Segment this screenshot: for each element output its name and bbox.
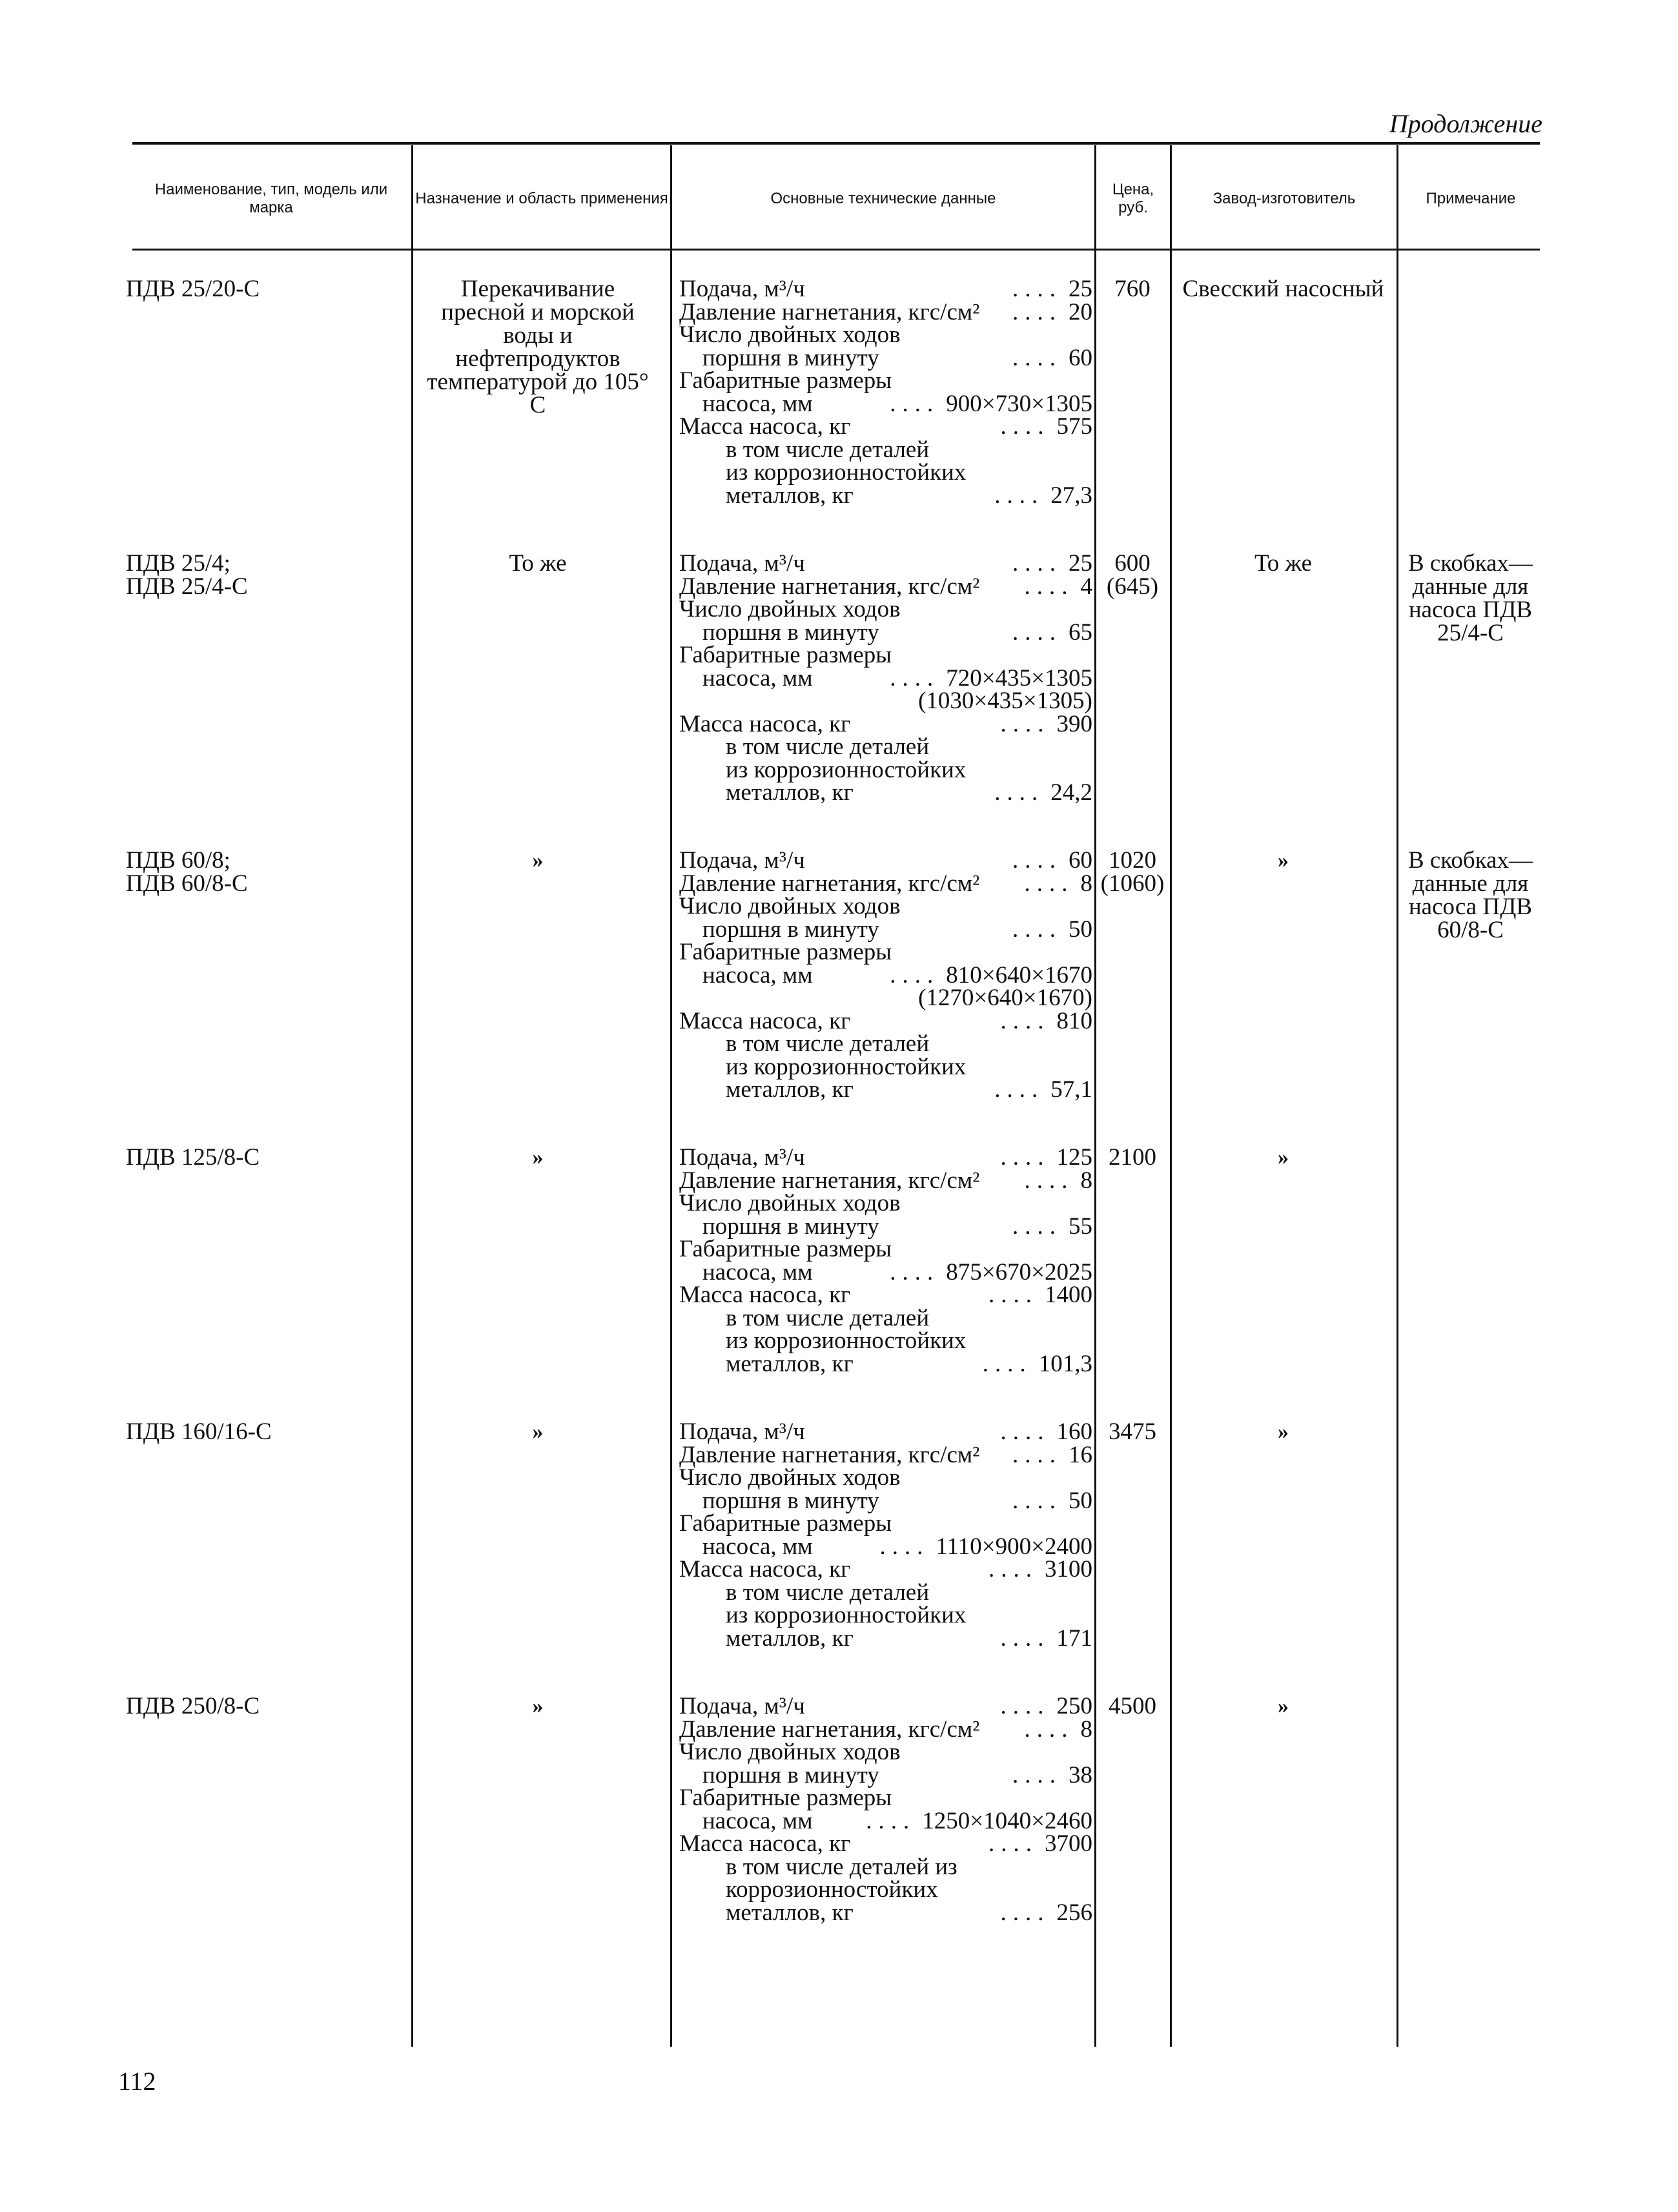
pump-manufacturer: » [1278, 1145, 1289, 1169]
pump-model-line: ПДВ 250/8-С [126, 1693, 260, 1719]
leader-dots: .... [1012, 298, 1062, 325]
spec-line [679, 1007, 1092, 1034]
leader-dots: .... [994, 1076, 1045, 1103]
spec-line [679, 1284, 1092, 1307]
spec-label: Подача, м³/ч [679, 276, 805, 302]
spec-line [679, 1604, 1092, 1627]
pump-model-line: ПДВ 25/4; [126, 550, 230, 577]
pump-price [1098, 1146, 1167, 1169]
pump-model-line: ПДВ 125/8-С [126, 1144, 260, 1171]
pump-price [1098, 552, 1167, 599]
spec-label: Габаритные размеры [679, 642, 892, 668]
spec-line [679, 552, 1092, 575]
spec-line [679, 415, 1092, 438]
spec-line [679, 961, 1092, 988]
spec-value: 3100 [1045, 1556, 1092, 1582]
spec-label: в том числе деталей [726, 1030, 930, 1057]
spec-line [679, 1329, 1092, 1353]
spec-label: Число двойных ходов [679, 1464, 901, 1491]
leader-dots: .... [994, 779, 1045, 806]
spec-line [679, 1741, 1092, 1764]
spec-line [679, 1715, 1092, 1743]
spec-label: поршня в минуту [702, 1213, 879, 1240]
leader-dots: .... [1024, 1167, 1074, 1194]
spec-label: Габаритные размеры [679, 939, 892, 965]
pump-note: В скобках— данные для насоса ПДВ 25/4-С [1407, 550, 1533, 646]
spec-line [679, 575, 1092, 599]
spec-label: коррозионностойких [726, 1876, 938, 1903]
pump-manufacturer: Свесский насосный [1182, 276, 1384, 302]
spec-label: из коррозионностойких [726, 1053, 967, 1080]
spec-line [679, 1761, 1092, 1788]
pump-manufacturer: » [1278, 1694, 1289, 1718]
spec-label: поршня в минуту [702, 916, 879, 943]
pump-price [1098, 278, 1167, 301]
spec-value: 810×640×1670 [946, 961, 1092, 988]
price-line: (1060) [1100, 870, 1165, 897]
header-maker: Завод-изготовитель [1212, 189, 1356, 207]
leader-dots: .... [1000, 710, 1050, 737]
pump-model-line: ПДВ 60/8-С [126, 870, 248, 897]
spec-line [679, 278, 1092, 301]
spec-label: Масса насоса, кг [679, 1282, 851, 1308]
spec-line [679, 872, 1092, 896]
spec-line [679, 1787, 1092, 1810]
leader-dots: .... [1012, 344, 1062, 371]
spec-value: (1270×640×1670) [918, 985, 1092, 1011]
spec-label: из коррозионностойких [726, 1327, 967, 1354]
spec-label: Подача, м³/ч [679, 1418, 805, 1445]
spec-label: Давление нагнетания, кгс/см² [679, 1167, 980, 1194]
spec-label: Подача, м³/ч [679, 847, 805, 874]
price-line: 760 [1114, 276, 1151, 302]
spec-value: 8 [1080, 1167, 1092, 1194]
spec-label: Масса насоса, кг [679, 1830, 851, 1857]
spec-label: насоса, мм [702, 664, 813, 691]
leader-dots: .... [1024, 870, 1074, 897]
spec-value: 57,1 [1050, 1076, 1092, 1103]
leader-dots: .... [982, 1350, 1032, 1377]
spec-line [679, 1078, 1092, 1101]
pump-price [1098, 849, 1167, 896]
page-number: 112 [118, 2067, 156, 2096]
leader-dots: .... [1024, 573, 1074, 600]
pump-model-name [126, 552, 397, 599]
spec-line [679, 1441, 1092, 1468]
spec-label: поршня в минуту [702, 619, 879, 646]
pump-specs [679, 1146, 1092, 1375]
leader-dots: .... [1000, 1007, 1050, 1034]
spec-label: Габаритные размеры [679, 367, 892, 394]
pump-price [1098, 1420, 1167, 1444]
spec-value: 27,3 [1050, 482, 1092, 509]
pump-specs [679, 552, 1092, 804]
spec-value: 16 [1069, 1441, 1092, 1468]
leader-dots: .... [1012, 1487, 1062, 1514]
pump-price [1098, 1695, 1167, 1718]
header-purpose: Назначение и область применения [415, 189, 668, 207]
price-line: 4500 [1109, 1693, 1156, 1719]
table-header-rule [132, 249, 1540, 251]
spec-label: насоса, мм [702, 1533, 813, 1560]
price-line: 600 [1114, 550, 1151, 577]
spec-line [679, 941, 1092, 964]
spec-line [679, 598, 1092, 621]
spec-label: из коррозионностойких [726, 1602, 967, 1628]
pump-manufacturer: То же [1254, 550, 1313, 577]
continuation-label: Продолжение [1389, 109, 1542, 138]
spec-label: Число двойных ходов [679, 1190, 901, 1216]
spec-value: 171 [1056, 1624, 1092, 1652]
spec-label: Число двойных ходов [679, 596, 901, 622]
leader-dots: .... [988, 1830, 1038, 1857]
pump-model-line: ПДВ 25/4-С [126, 573, 248, 600]
spec-label: металлов, кг [726, 779, 854, 806]
spec-label: Давление нагнетания, кгс/см² [679, 1441, 980, 1468]
spec-label: поршня в минуту [702, 1761, 879, 1788]
spec-label: Давление нагнетания, кгс/см² [679, 870, 980, 897]
spec-value: 160 [1056, 1418, 1092, 1445]
price-line: 3475 [1109, 1418, 1156, 1445]
leader-dots: .... [866, 1807, 916, 1834]
spec-line [679, 390, 1092, 417]
spec-line [679, 298, 1092, 325]
spec-value: 38 [1069, 1761, 1092, 1788]
column-divider [670, 145, 672, 2047]
spec-line [679, 1624, 1092, 1652]
leader-dots: .... [1012, 916, 1062, 943]
spec-line [679, 1878, 1092, 1901]
spec-line [679, 1695, 1092, 1718]
pump-model-name [126, 1695, 397, 1718]
pump-model-line: ПДВ 160/16-С [126, 1418, 272, 1445]
price-line: (645) [1106, 573, 1159, 600]
spec-line [679, 1053, 1092, 1080]
spec-value: 810 [1056, 1007, 1092, 1034]
spec-value: 25 [1069, 276, 1092, 302]
spec-value: 250 [1056, 1693, 1092, 1719]
price-line: 2100 [1109, 1144, 1156, 1171]
pump-model-line: ПДВ 60/8; [126, 847, 230, 874]
pump-model-name [126, 849, 397, 896]
spec-value: 4 [1080, 573, 1092, 600]
spec-label: из коррозионностойких [726, 459, 967, 486]
spec-line [679, 1901, 1092, 1925]
spec-label: поршня в минуту [702, 344, 879, 371]
price-line: 1020 [1109, 847, 1156, 874]
spec-value: 65 [1069, 619, 1092, 646]
spec-label: в том числе деталей из [726, 1853, 957, 1880]
spec-line [679, 1466, 1092, 1490]
spec-value: 50 [1069, 1487, 1092, 1514]
column-divider [1397, 145, 1398, 2047]
spec-label: из коррозионностойких [726, 756, 967, 783]
spec-label: в том числе деталей [726, 733, 930, 760]
header-note: Примечание [1426, 189, 1516, 207]
spec-label: в том числе деталей [726, 1579, 930, 1606]
spec-label: насоса, мм [702, 1258, 813, 1285]
spec-value: 1250×1040×2460 [922, 1807, 1092, 1834]
spec-line [679, 369, 1092, 393]
spec-value: 50 [1069, 916, 1092, 943]
spec-label: металлов, кг [726, 482, 854, 509]
spec-value: 875×670×2025 [946, 1258, 1092, 1285]
spec-value: 8 [1080, 870, 1092, 897]
pump-specs [679, 1420, 1092, 1650]
leader-dots: .... [1000, 1624, 1050, 1652]
pump-specs [679, 849, 1092, 1101]
leader-dots: .... [1012, 1761, 1062, 1788]
leader-dots: .... [1000, 1144, 1050, 1171]
spec-label: металлов, кг [726, 1350, 854, 1377]
spec-label: Давление нагнетания, кгс/см² [679, 573, 980, 600]
column-divider [1094, 145, 1096, 2047]
spec-label: Число двойных ходов [679, 1739, 901, 1765]
spec-line [679, 461, 1092, 484]
spec-label: металлов, кг [726, 1624, 854, 1652]
spec-line [679, 1581, 1092, 1604]
leader-dots: .... [890, 664, 940, 691]
leader-dots: .... [1012, 1213, 1062, 1240]
spec-label: Подача, м³/ч [679, 1144, 805, 1171]
spec-value: 8 [1080, 1715, 1092, 1743]
leader-dots: .... [1000, 1418, 1050, 1445]
spec-value: 1110×900×2400 [936, 1533, 1092, 1560]
leader-dots: .... [1012, 1441, 1062, 1468]
spec-line [679, 664, 1092, 691]
spec-label: Подача, м³/ч [679, 1693, 805, 1719]
spec-label: насоса, мм [702, 961, 813, 988]
spec-line [679, 756, 1092, 783]
spec-line [679, 690, 1092, 713]
spec-line [679, 1304, 1092, 1331]
leader-dots: .... [994, 482, 1045, 509]
spec-value: 60 [1069, 344, 1092, 371]
spec-label: Число двойных ходов [679, 322, 901, 348]
spec-value: 575 [1056, 413, 1092, 440]
header-name: Наименование, тип, модель или марка [154, 180, 388, 216]
spec-label: поршня в минуту [702, 1487, 879, 1514]
leader-dots: .... [1012, 276, 1062, 302]
header-price: Цена, руб. [1112, 180, 1154, 216]
spec-line [679, 484, 1092, 507]
spec-value: 60 [1069, 847, 1092, 874]
column-divider [411, 145, 413, 2047]
header-specs: Основные технические данные [770, 189, 996, 207]
spec-value: 390 [1056, 710, 1092, 737]
spec-label: Габаритные размеры [679, 1510, 892, 1537]
spec-line [679, 918, 1092, 941]
pump-note: В скобках— данные для насоса ПДВ 60/8-С [1407, 847, 1533, 943]
spec-line [679, 1420, 1092, 1444]
spec-label: Давление нагнетания, кгс/см² [679, 298, 980, 325]
pump-purpose: » [532, 848, 544, 872]
spec-label: металлов, кг [726, 1899, 854, 1926]
spec-value: 25 [1069, 550, 1092, 577]
spec-value: 55 [1069, 1213, 1092, 1240]
spec-value: 900×730×1305 [946, 390, 1092, 417]
spec-line [679, 987, 1092, 1010]
spec-value: 24,2 [1050, 779, 1092, 806]
spec-value: 101,3 [1038, 1350, 1092, 1377]
spec-label: Масса насоса, кг [679, 1556, 851, 1582]
spec-line [679, 644, 1092, 667]
leader-dots: .... [1012, 550, 1062, 577]
pump-purpose: То же [509, 550, 567, 577]
spec-label: металлов, кг [726, 1076, 854, 1103]
table-top-rule [132, 142, 1540, 145]
spec-label: Давление нагнетания, кгс/см² [679, 1715, 980, 1743]
spec-label: насоса, мм [702, 1807, 813, 1834]
spec-line [679, 1853, 1092, 1880]
leader-dots: .... [988, 1556, 1038, 1582]
pump-model-name [126, 1146, 397, 1169]
spec-line [679, 895, 1092, 918]
pump-manufacturer: » [1278, 1420, 1289, 1444]
spec-label: Масса насоса, кг [679, 710, 851, 737]
spec-line [679, 1512, 1092, 1535]
spec-value: 3700 [1045, 1830, 1092, 1857]
spec-value: 720×435×1305 [946, 664, 1092, 691]
spec-label: Габаритные размеры [679, 1236, 892, 1262]
spec-value: 125 [1056, 1144, 1092, 1171]
spec-line [679, 438, 1092, 462]
pump-model-line: ПДВ 25/20-С [126, 276, 260, 302]
leader-dots: .... [890, 390, 940, 417]
spec-line [679, 1487, 1092, 1514]
spec-value: 256 [1056, 1899, 1092, 1926]
leader-dots: .... [879, 1533, 930, 1560]
spec-line [679, 344, 1092, 371]
spec-line [679, 621, 1092, 644]
spec-line [679, 323, 1092, 347]
leader-dots: .... [1012, 847, 1062, 874]
spec-line [679, 1832, 1092, 1856]
pump-model-name [126, 1420, 397, 1444]
spec-label: Масса насоса, кг [679, 1007, 851, 1034]
leader-dots: .... [1000, 413, 1050, 440]
pump-purpose: » [532, 1694, 544, 1718]
column-divider [1170, 145, 1172, 2047]
leader-dots: .... [890, 961, 940, 988]
leader-dots: .... [1012, 619, 1062, 646]
spec-line [679, 1146, 1092, 1169]
spec-line [679, 1258, 1092, 1285]
spec-value: 20 [1069, 298, 1092, 325]
spec-line [679, 710, 1092, 737]
spec-line [679, 1535, 1092, 1559]
spec-line [679, 1238, 1092, 1261]
pump-specs [679, 1695, 1092, 1924]
spec-label: Габаритные размеры [679, 1785, 892, 1811]
spec-label: Подача, м³/ч [679, 550, 805, 577]
spec-label: в том числе деталей [726, 436, 930, 463]
pump-purpose: » [532, 1420, 544, 1444]
leader-dots: .... [890, 1258, 940, 1285]
pump-purpose: Перекачивание пресной и морской воды и нефтепродуктов температурой до 105° С [427, 276, 649, 418]
spec-line [679, 735, 1092, 759]
leader-dots: .... [1000, 1899, 1050, 1926]
pump-specs [679, 278, 1092, 507]
leader-dots: .... [988, 1282, 1038, 1308]
spec-value: 1400 [1045, 1282, 1092, 1308]
pump-manufacturer: » [1278, 848, 1289, 872]
spec-label: Масса насоса, кг [679, 413, 851, 440]
spec-line [679, 1215, 1092, 1238]
pump-purpose: » [532, 1145, 544, 1169]
spec-line [679, 1807, 1092, 1834]
spec-line [679, 1169, 1092, 1193]
spec-label: насоса, мм [702, 390, 813, 417]
spec-value: (1030×435×1305) [918, 688, 1092, 714]
spec-line [679, 1192, 1092, 1215]
pump-model-name [126, 278, 397, 301]
spec-label: Число двойных ходов [679, 893, 901, 919]
spec-line [679, 781, 1092, 804]
leader-dots: .... [1000, 1693, 1050, 1719]
leader-dots: .... [1024, 1715, 1074, 1743]
spec-line [679, 1350, 1092, 1377]
spec-line [679, 1558, 1092, 1581]
spec-line [679, 1032, 1092, 1056]
spec-label: в том числе деталей [726, 1304, 930, 1331]
spec-line [679, 849, 1092, 872]
